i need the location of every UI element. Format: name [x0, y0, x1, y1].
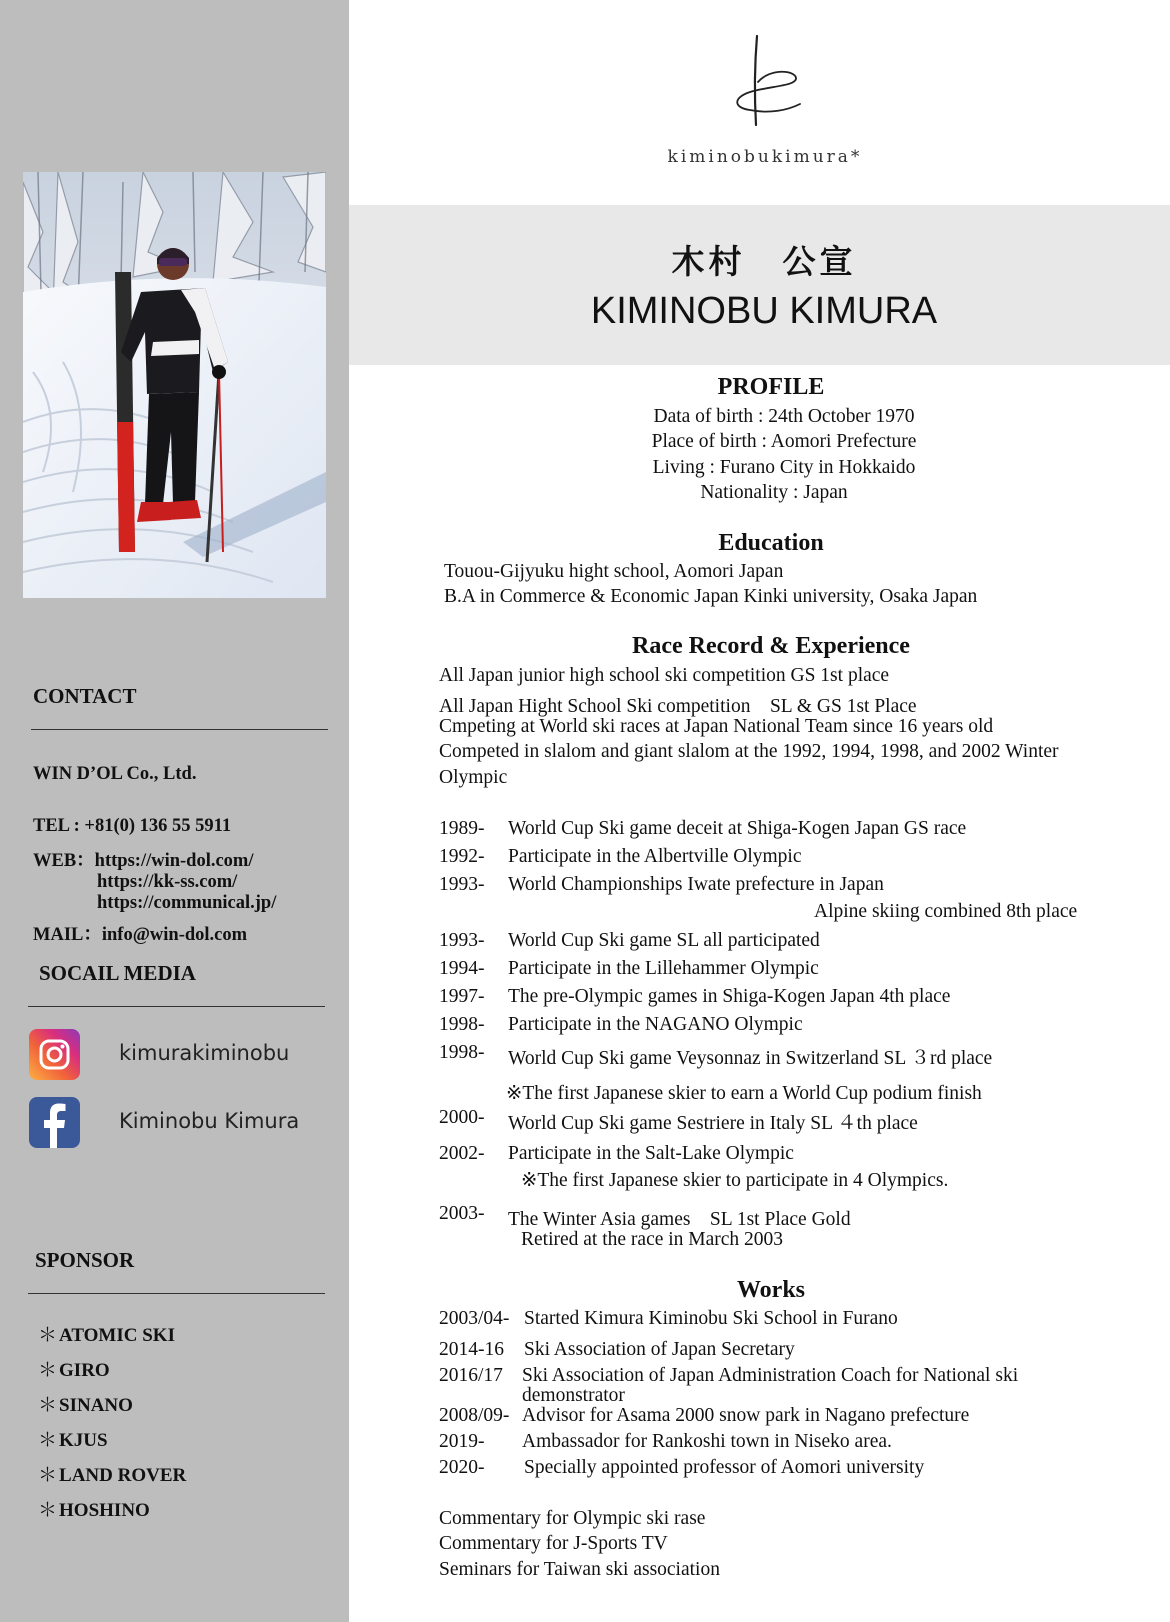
record-year: 2000-: [439, 1107, 485, 1128]
profile-heading: PROFILE: [717, 374, 825, 400]
contact-heading: CONTACT: [33, 684, 137, 708]
sponsor-item: [38, 1499, 186, 1534]
record-year: 1997-: [439, 986, 485, 1007]
sponsor-item: [38, 1464, 186, 1499]
contact-divider: [31, 729, 328, 730]
asterisk-icon: ＊: [38, 1464, 58, 1486]
record-text: The Winter Asia games SL 1st Place Gold: [508, 1209, 851, 1230]
sidebar: [0, 0, 349, 1622]
record-year: 1992-: [439, 846, 485, 867]
race-intro-line: Olympic: [439, 767, 508, 788]
facebook-name[interactable]: Kiminobu Kimura: [119, 1109, 300, 1133]
record-year: 1993-: [439, 930, 485, 951]
record-text: World Championships Iwate prefecture in Japan: [508, 874, 884, 895]
company-name: WIN D’OL Co., Ltd.: [33, 764, 197, 784]
logo-wordmark: kiminobukimura*: [667, 147, 863, 167]
work-year: 2008/09-: [439, 1405, 510, 1426]
sponsor-name: SINANO: [59, 1395, 133, 1416]
record-text: Alpine skiing combined 8th place: [814, 901, 1078, 922]
commentary-line: Commentary for J-Sports TV: [439, 1533, 668, 1554]
record-year: 1993-: [439, 874, 485, 895]
record-note: Retired at the race in March 2003: [521, 1229, 784, 1250]
profile-living: Living : Furano City in Hokkaido: [652, 457, 916, 478]
sponsor-divider: [28, 1293, 325, 1294]
work-text: Ambassador for Rankoshi town in Niseko area.: [522, 1431, 892, 1452]
education-line: Touou-Gijyuku hight school, Aomori Japan: [444, 561, 784, 582]
tel-line[interactable]: TEL : +81(0) 136 55 5911: [33, 816, 232, 836]
sponsor-heading: SPONSOR: [35, 1248, 135, 1272]
social-divider: [28, 1006, 325, 1007]
race-intro-line: All Japan Hight School Ski competition SL & GS 1st Place: [439, 696, 917, 717]
profile-nationality: Nationality : Japan: [700, 482, 848, 503]
asterisk-icon: ＊: [38, 1429, 58, 1451]
education-heading: Education: [718, 530, 824, 556]
web-link-win-dol[interactable]: WEB：https://win-dol.com/: [33, 851, 254, 871]
work-year: 2019-: [439, 1431, 485, 1452]
record-text: Participate in the Lillehammer Olympic: [508, 958, 819, 979]
work-text: demonstrator: [522, 1385, 625, 1406]
profile-birth-place: Place of birth : Aomori Prefecture: [651, 431, 917, 452]
work-year: 2014-16: [439, 1339, 504, 1360]
sponsor-item: [38, 1359, 186, 1394]
name-banner: [349, 205, 1170, 365]
profile-photo: [23, 172, 326, 598]
work-text: Ski Association of Japan Secretary: [524, 1339, 795, 1360]
sponsor-name: ATOMIC SKI: [59, 1325, 175, 1346]
record-year: 2003-: [439, 1203, 485, 1224]
record-year: 2002-: [439, 1143, 485, 1164]
skier-photo-image: [23, 172, 326, 598]
sponsor-name: GIRO: [59, 1360, 110, 1381]
record-text: World Cup Ski game SL all participated: [508, 930, 820, 951]
record-text: Participate in the Albertville Olympic: [508, 846, 802, 867]
record-text: Participate in the Salt-Lake Olympic: [508, 1143, 794, 1164]
work-text: Ski Association of Japan Administration Coach for National ski: [522, 1365, 1019, 1386]
record-year: 1994-: [439, 958, 485, 979]
race-record-heading: Race Record & Experience: [632, 633, 910, 659]
record-year: 1989-: [439, 818, 485, 839]
record-text: Participate in the NAGANO Olympic: [508, 1014, 803, 1035]
work-text: Started Kimura Kiminobu Ski School in Furano: [524, 1308, 898, 1329]
work-text: Advisor for Asama 2000 snow park in Nagano prefecture: [522, 1405, 970, 1426]
web-link-kk-ss[interactable]: https://kk-ss.com/: [97, 872, 238, 892]
work-year: 2020-: [439, 1457, 485, 1478]
record-text: World Cup Ski game Sestriere in Italy SL ４th place: [508, 1113, 918, 1134]
sponsor-item: [38, 1324, 186, 1359]
record-year: 1998-: [439, 1014, 485, 1035]
profile-birth-date: Data of birth : 24th October 1970: [653, 406, 915, 427]
facebook-icon[interactable]: [29, 1097, 80, 1148]
sponsor-name: KJUS: [59, 1430, 108, 1451]
sponsor-name: HOSHINO: [59, 1500, 150, 1521]
record-note: ※The first Japanese skier to earn a World Cup podium finish: [506, 1083, 982, 1104]
sponsor-item: [38, 1394, 186, 1429]
record-note: ※The first Japanese skier to participate in 4 Olympics.: [521, 1170, 949, 1191]
record-text: World Cup Ski game Veysonnaz in Switzerland SL ３rd place: [508, 1048, 993, 1069]
sponsor-list: [38, 1324, 186, 1534]
social-media-heading: SOCAIL MEDIA: [39, 961, 196, 985]
facebook-row[interactable]: [29, 1097, 300, 1148]
name-japanese: 木村 公宣: [671, 242, 857, 281]
race-intro-line: All Japan junior high school ski competition GS 1st place: [439, 665, 890, 686]
record-year: 1998-: [439, 1042, 485, 1063]
asterisk-icon: ＊: [38, 1499, 58, 1521]
race-intro-line: Competed in slalom and giant slalom at the 1992, 1994, 1998, and 2002 Winter: [439, 741, 1059, 762]
work-year: 2003/04-: [439, 1308, 510, 1329]
works-heading: Works: [736, 1277, 805, 1303]
commentary-line: Seminars for Taiwan ski association: [439, 1559, 720, 1580]
asterisk-icon: ＊: [38, 1394, 58, 1416]
instagram-handle[interactable]: kimurakiminobu: [119, 1041, 290, 1065]
instagram-icon[interactable]: [29, 1029, 80, 1080]
education-line: B.A in Commerce & Economic Japan Kinki university, Osaka Japan: [444, 586, 978, 607]
sponsor-name: LAND ROVER: [59, 1465, 187, 1486]
work-text: Specially appointed professor of Aomori university: [524, 1457, 925, 1478]
sponsor-item: [38, 1429, 186, 1464]
work-year: 2016/17: [439, 1365, 503, 1386]
record-text: World Cup Ski game deceit at Shiga-Kogen Japan GS race: [508, 818, 967, 839]
race-intro-line: Cmpeting at World ski races at Japan National Team since 16 years old: [439, 716, 994, 737]
record-text: The pre-Olympic games in Shiga-Kogen Japan 4th place: [508, 986, 951, 1007]
asterisk-icon: ＊: [38, 1324, 58, 1346]
instagram-row[interactable]: [29, 1029, 290, 1080]
asterisk-icon: ＊: [38, 1359, 58, 1381]
name-english: KIMINOBU KIMURA: [590, 290, 938, 332]
web-link-communical[interactable]: https://communical.jp/: [97, 893, 277, 913]
commentary-line: Commentary for Olympic ski rase: [439, 1508, 706, 1529]
mail-link[interactable]: MAIL：info@win-dol.com: [33, 925, 248, 945]
kimura-logo-mark: [710, 30, 820, 130]
